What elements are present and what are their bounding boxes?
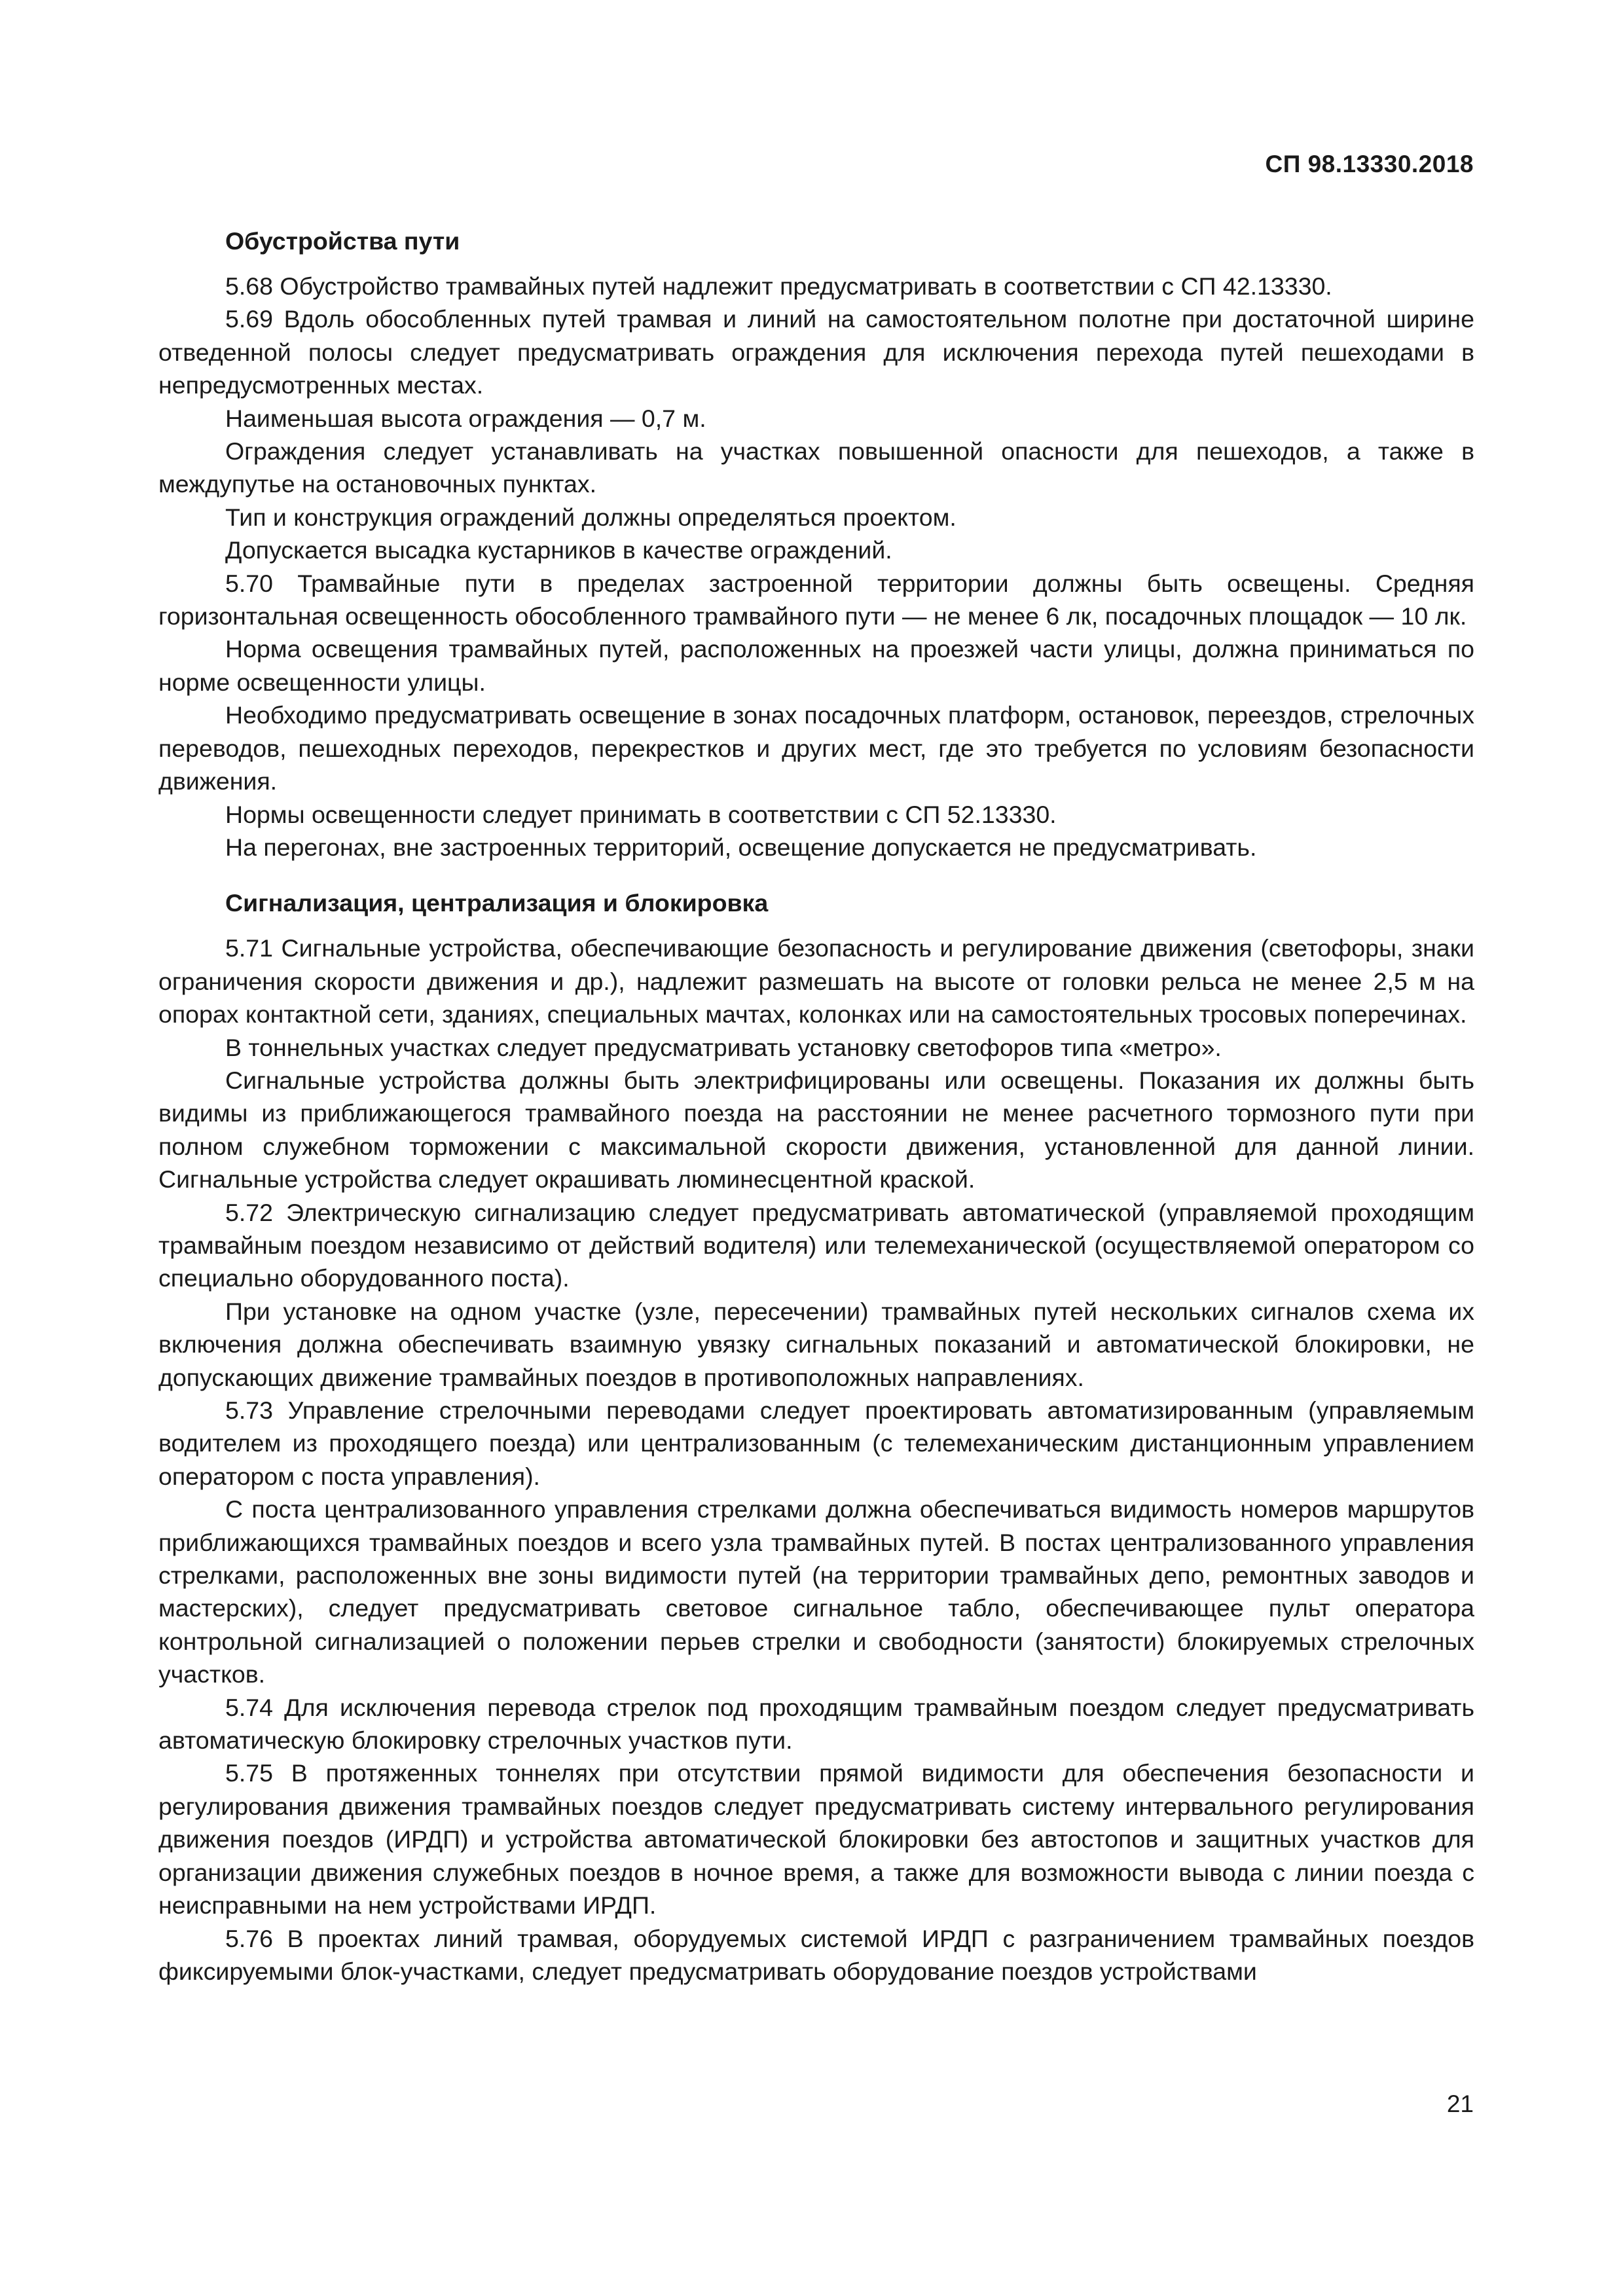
paragraph: 5.75 В протяженных тоннелях при отсутствии прямой видимости для обеспечения безопасности и регулирования движения трамвайных поездов следует предусматривать систему интервального регулирования движения поездов (ИРДП) и устройства автоматической блокировки без автостопов и защитных участков для организации движения служебных поездов в ночное время, а также для возможности вывода с линии поезда с неисправными на нем устройствами ИРДП. xyxy=(158,1759,1474,1920)
paragraph: 5.72 Электрическую сигнализацию следует предусматривать автоматической (управляемой проходящим трамвайным поездом независимо от действий водителя) или телемеханической (осуществляемой оператором со специально оборудованного поста). xyxy=(158,1198,1474,1292)
section-heading: Обустройства пути xyxy=(225,227,460,255)
document-code: СП 98.13330.2018 xyxy=(1265,151,1474,177)
paragraph: С поста централизованного управления стрелками должна обеспечиваться видимость номеров маршрутов приближающихся трамвайных поездов и всего узла трамвайных путей. В постах централизованного управления стрелками, расположенных вне зоны видимости путей (на территории трамвайных депо, ремонтных заводов и мастерских), следует предусматривать световое сигнальное табло, обеспечивающее пульт оператора контрольной сигнализацией о положении перьев стрелки и свободности (занятости) блокируемых стрелочных участков. xyxy=(158,1495,1474,1688)
page-content xyxy=(158,216,1474,1988)
paragraph: 5.76 В проектах линий трамвая, оборудуемых системой ИРДП с разграничением трамвайных поездов фиксируемыми блок-участками, следует предусматривать оборудование поездов устройствами xyxy=(158,1924,1474,1985)
paragraph: 5.74 Для исключения перевода стрелок под проходящим трамвайным поездом следует предусматривать автоматическую блокировку стрелочных участков пути. xyxy=(158,1693,1474,1755)
paragraph: При установке на одном участке (узле, пересечении) трамвайных путей нескольких сигналов схема их включения должна обеспечивать взаимную увязку сигнальных показаний и автоматической блокировки, не допускающих движение трамвайных поездов в противоположных направлениях. xyxy=(158,1297,1474,1391)
paragraph: Нормы освещенности следует принимать в соответствии с СП 52.13330. xyxy=(225,800,1057,828)
paragraph: На перегонах, вне застроенных территорий, освещение допускается не предусматривать. xyxy=(225,833,1257,861)
page-number: 21 xyxy=(1446,2090,1474,2117)
paragraph: 5.68 Обустройство трамвайных путей надлежит предусматривать в соответствии с СП 42.13330. xyxy=(225,272,1332,300)
paragraph: Допускается высадка кустарников в качестве ограждений. xyxy=(225,536,892,564)
paragraph: Тип и конструкция ограждений должны определяться проектом. xyxy=(225,503,957,531)
paragraph: 5.71 Сигнальные устройства, обеспечивающие безопасность и регулирование движения (светофоры, знаки ограничения скорости движения и др.), надлежит размешать на высоте от головки рельса не менее 2,5 м на опорах контактной сети, зданиях, специальных мачтах, колонках или на самостоятельных тросовых поперечинах. xyxy=(158,934,1474,1029)
paragraph: Сигнальные устройства должны быть электрифицированы или освещены. Показания их должны быть видимы из приближающегося трамвайного поезда на расстоянии не менее расчетного тормозного пути при полном служебном торможении с максимальной скорости движения, установленной для данной линии. Сигнальные устройства следует окрашивать люминесцентной краской. xyxy=(158,1066,1474,1194)
paragraph: В тоннельных участках следует предусматривать установку светофоров типа «метро». xyxy=(225,1033,1222,1061)
paragraph: Ограждения следует устанавливать на участках повышенной опасности для пешеходов, а также в междупутье на остановочных пунктах. xyxy=(158,437,1474,498)
paragraph: 5.69 Вдоль обособленных путей трамвая и линий на самостоятельном полотне при достаточной ширине отведенной полосы следует предусматривать ограждения для исключения перехода путей пешеходами в непредусмотренных местах. xyxy=(158,305,1474,399)
paragraph: Необходимо предусматривать освещение в зонах посадочных платформ, остановок, переездов, стрелочных переводов, пешеходных переходов, перекрестков и других мест, где это требуется по условиям безопасности движения. xyxy=(158,701,1474,795)
paragraph: Норма освещения трамвайных путей, расположенных на проезжей части улицы, должна приниматься по норме освещенности улицы. xyxy=(158,635,1474,696)
section-heading: Сигнализация, централизация и блокировка xyxy=(225,889,769,917)
paragraph: Наименьшая высота ограждения — 0,7 м. xyxy=(225,404,706,432)
paragraph: 5.70 Трамвайные пути в пределах застроенной территории должны быть освещены. Средняя горизонтальная освещенность обособленного трамвайного пути — не менее 6 лк, посадочных площадок — 10 лк. xyxy=(158,569,1474,630)
paragraph: 5.73 Управление стрелочными переводами следует проектировать автоматизированным (управляемым водителем из проходящего поезда) или централизованным (с телемеханическим дистанционным управлением оператором с поста управления). xyxy=(158,1396,1474,1490)
